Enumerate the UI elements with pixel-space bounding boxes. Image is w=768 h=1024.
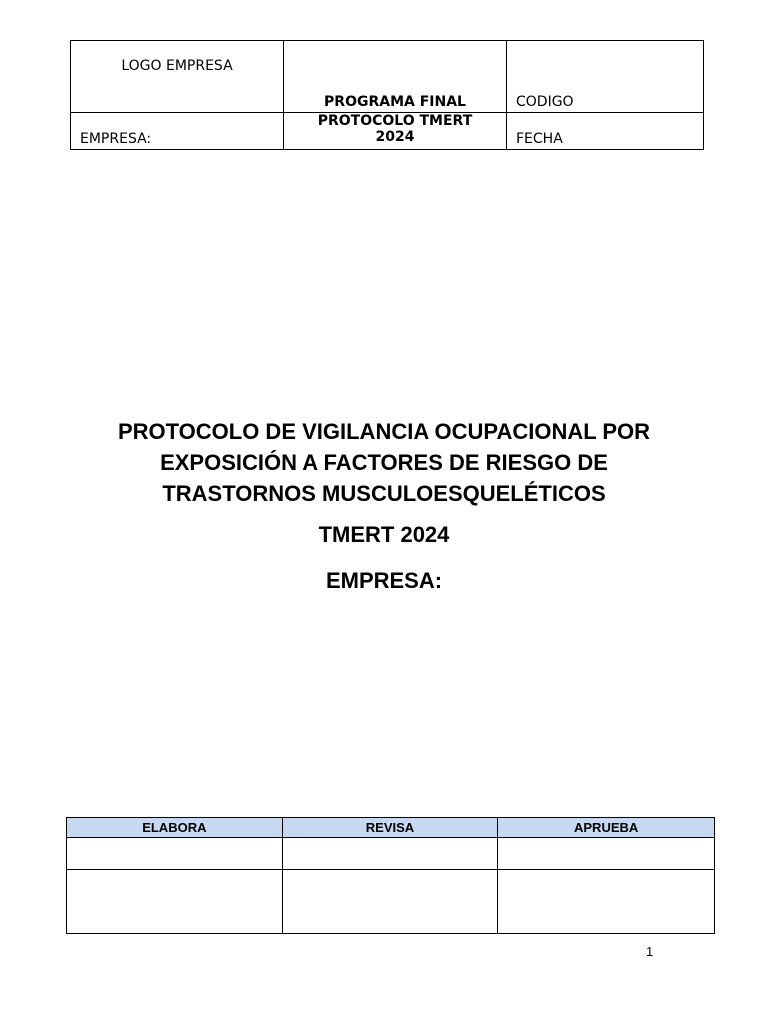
- date-label: FECHA: [516, 131, 563, 147]
- header-aprueba: APRUEBA: [498, 818, 715, 838]
- code-cell: [507, 41, 704, 113]
- title-line-2: EXPOSICIÓN A FACTORES DE RIESGO DE: [160, 450, 608, 475]
- document-company: EMPRESA:: [325, 568, 443, 593]
- logo-cell: [71, 41, 284, 113]
- program-title: PROGRAMA FINAL: [324, 93, 466, 110]
- program-cell: [284, 41, 507, 113]
- document-year: TMERT 2024: [318, 522, 450, 547]
- code-label: CODIGO: [516, 93, 574, 110]
- aprueba-signature-cell[interactable]: [498, 870, 715, 934]
- signature-table: [66, 817, 715, 934]
- elabora-signature-cell[interactable]: [67, 870, 283, 934]
- header-elabora: ELABORA: [67, 818, 283, 838]
- signature-name-row: [67, 838, 715, 870]
- protocol-name-line2: 2024: [375, 128, 415, 145]
- company-label: EMPRESA:: [80, 131, 152, 147]
- protocol-name: [284, 113, 506, 145]
- document-header-table: [70, 40, 704, 150]
- date-cell: [507, 112, 704, 149]
- aprueba-name-cell[interactable]: [498, 838, 715, 870]
- revisa-name-cell[interactable]: [282, 838, 498, 870]
- page-number: 1: [646, 944, 654, 959]
- signature-sign-row: [67, 870, 715, 934]
- protocol-cell: [284, 112, 507, 149]
- company-logo-placeholder: LOGO EMPRESA: [121, 58, 233, 74]
- company-cell: [71, 112, 284, 149]
- protocol-name-line1: PROTOCOLO TMERT: [317, 112, 473, 129]
- document-title: [94, 416, 674, 509]
- signature-header-row: [67, 818, 715, 838]
- revisa-signature-cell[interactable]: [282, 870, 498, 934]
- title-line-3: TRASTORNOS MUSCULOESQUELÉTICOS: [162, 481, 606, 506]
- header-revisa: REVISA: [282, 818, 498, 838]
- title-line-1: PROTOCOLO DE VIGILANCIA OCUPACIONAL POR: [117, 419, 651, 444]
- elabora-name-cell[interactable]: [67, 838, 283, 870]
